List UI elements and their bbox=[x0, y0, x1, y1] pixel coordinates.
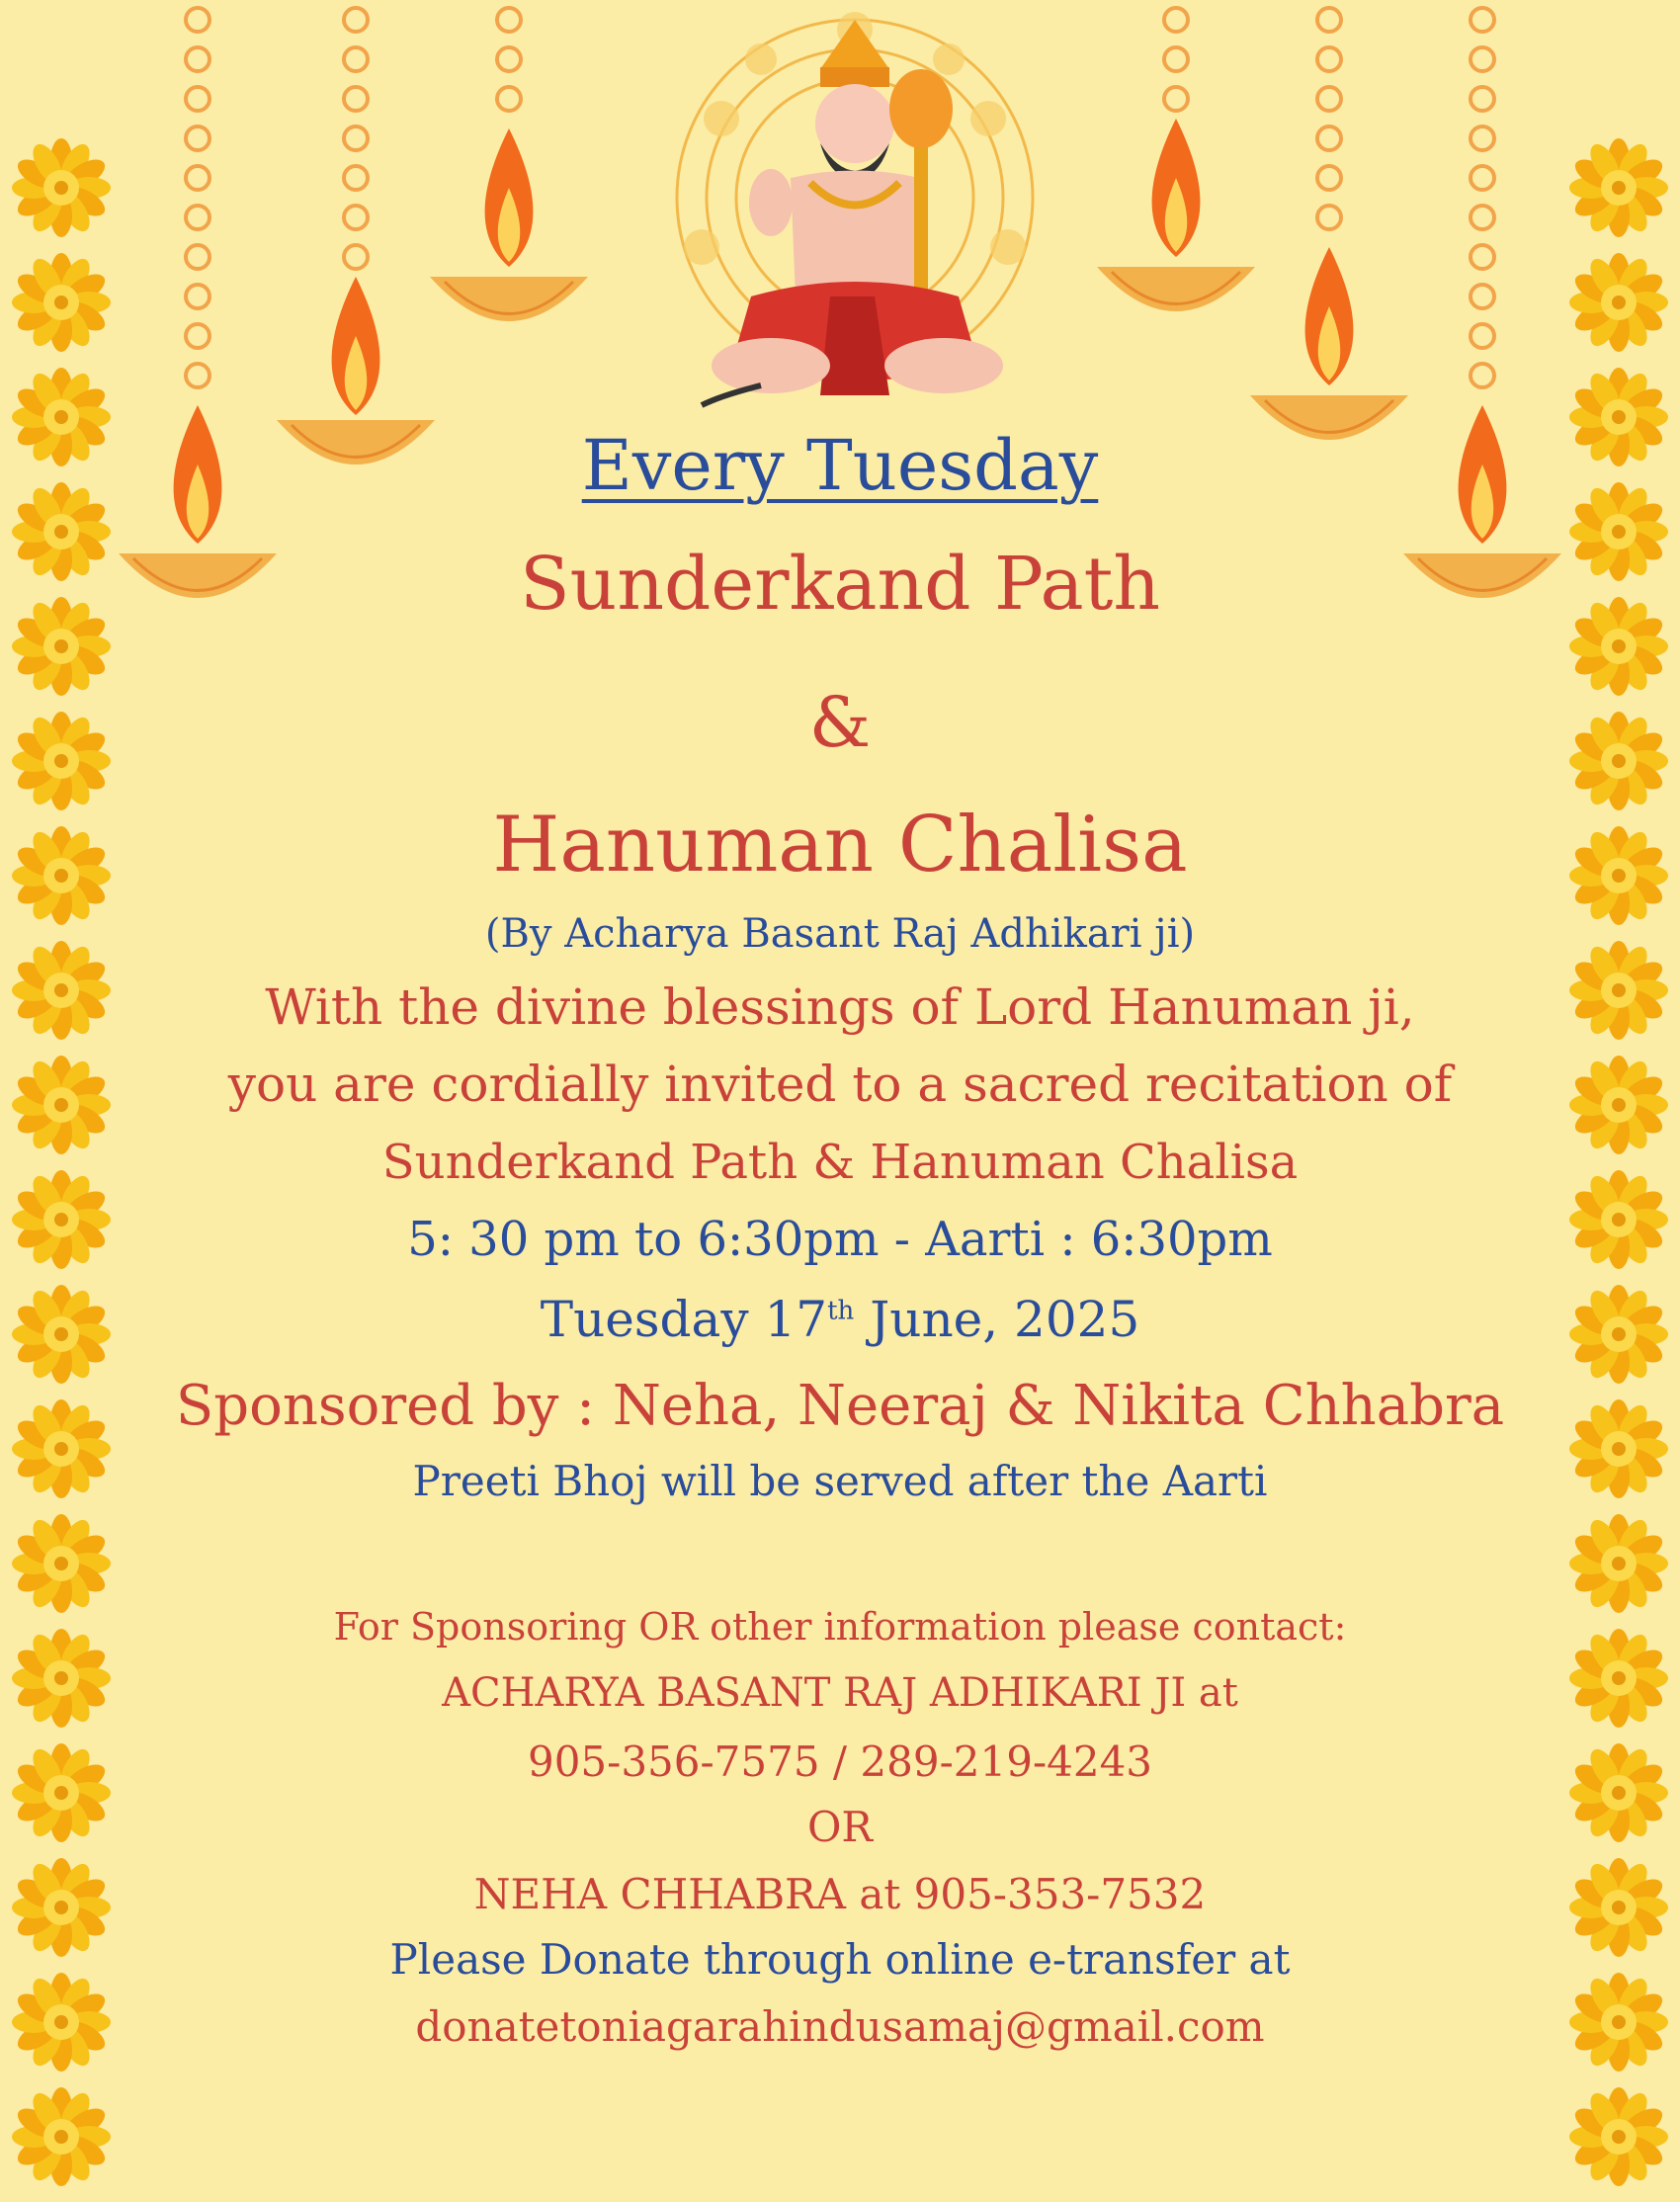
marigold-flower-icon bbox=[1569, 1170, 1668, 1269]
marigold-flower-icon bbox=[12, 253, 111, 352]
donate-line: Please Donate through online e-transfer at bbox=[389, 1935, 1291, 1984]
contact-acharya: ACHARYA BASANT RAJ ADHIKARI JI at bbox=[442, 1670, 1238, 1716]
byline: (By Acharya Basant Raj Adhikari ji) bbox=[484, 911, 1196, 957]
marigold-flower-icon bbox=[1569, 1056, 1668, 1154]
preeti-bhoj-line: Preeti Bhoj will be served after the Aarti bbox=[412, 1457, 1268, 1505]
marigold-flower-icon bbox=[1569, 826, 1668, 925]
marigold-flower-icon bbox=[1569, 1629, 1668, 1728]
marigold-flower-icon bbox=[12, 826, 111, 925]
right-flower-border bbox=[1569, 138, 1668, 2202]
marigold-flower-icon bbox=[1569, 1399, 1668, 1498]
marigold-flower-icon bbox=[12, 2087, 111, 2186]
marigold-flower-icon bbox=[1569, 253, 1668, 352]
invite-line-1: With the divine blessings of Lord Hanuman ji, bbox=[265, 978, 1415, 1036]
marigold-flower-icon bbox=[1569, 1285, 1668, 1384]
marigold-flower-icon bbox=[12, 712, 111, 810]
marigold-flower-icon bbox=[12, 482, 111, 581]
marigold-flower-icon bbox=[12, 368, 111, 466]
event-date bbox=[138, 1291, 1542, 1348]
marigold-flower-icon bbox=[1569, 712, 1668, 810]
contact-or: OR bbox=[806, 1803, 874, 1851]
marigold-flower-icon bbox=[1569, 941, 1668, 1040]
event-date-suffix: th bbox=[827, 1296, 855, 1326]
marigold-flower-icon bbox=[1569, 1858, 1668, 1957]
event-date-month-year: June, 2025 bbox=[854, 1291, 1140, 1348]
marigold-flower-icon bbox=[12, 1973, 111, 2072]
title-sunderkand-path: Sunderkand Path bbox=[519, 542, 1161, 627]
contact-neha: NEHA CHHABRA at 905-353-7532 bbox=[473, 1870, 1207, 1918]
marigold-flower-icon bbox=[12, 941, 111, 1040]
marigold-flower-icon bbox=[1569, 2087, 1668, 2186]
heading-every-tuesday: Every Tuesday bbox=[581, 425, 1099, 506]
marigold-flower-icon bbox=[12, 1170, 111, 1269]
title-hanuman-chalisa: Hanuman Chalisa bbox=[492, 801, 1188, 889]
marigold-flower-icon bbox=[12, 1743, 111, 1842]
event-date-day: Tuesday 17 bbox=[540, 1291, 828, 1348]
marigold-flower-icon bbox=[1569, 138, 1668, 237]
hanuman-illustration bbox=[662, 0, 1048, 415]
marigold-flower-icon bbox=[12, 1858, 111, 1957]
marigold-flower-icon bbox=[12, 597, 111, 696]
sponsor-line: Sponsored by : Neha, Neeraj & Nikita Chhabra bbox=[175, 1374, 1505, 1438]
hanging-diya-lamp-icon bbox=[1240, 0, 1418, 494]
hanging-diya-lamp-icon bbox=[420, 0, 598, 376]
marigold-flower-icon bbox=[1569, 597, 1668, 696]
marigold-flower-icon bbox=[1569, 1514, 1668, 1613]
marigold-flower-icon bbox=[12, 1629, 111, 1728]
left-flower-border bbox=[12, 138, 111, 2202]
donate-email: donatetoniagarahindusamaj@gmail.com bbox=[415, 2002, 1265, 2051]
event-time: 5: 30 pm to 6:30pm - Aarti : 6:30pm bbox=[407, 1212, 1273, 1267]
title-ampersand: & bbox=[808, 682, 872, 763]
marigold-flower-icon bbox=[1569, 368, 1668, 466]
invite-line-2: you are cordially invited to a sacred recitation of bbox=[227, 1056, 1453, 1113]
marigold-flower-icon bbox=[1569, 482, 1668, 581]
contact-acharya-phones: 905-356-7575 / 289-219-4243 bbox=[527, 1737, 1153, 1786]
hanging-diya-lamp-icon bbox=[1087, 0, 1265, 356]
marigold-flower-icon bbox=[1569, 1743, 1668, 1842]
invite-line-3: Sunderkand Path & Hanuman Chalisa bbox=[381, 1135, 1299, 1190]
marigold-flower-icon bbox=[12, 1056, 111, 1154]
marigold-flower-icon bbox=[12, 1285, 111, 1384]
marigold-flower-icon bbox=[12, 138, 111, 237]
marigold-flower-icon bbox=[1569, 1973, 1668, 2072]
marigold-flower-icon bbox=[12, 1399, 111, 1498]
contact-intro: For Sponsoring OR other information please contact: bbox=[333, 1605, 1347, 1649]
marigold-flower-icon bbox=[12, 1514, 111, 1613]
